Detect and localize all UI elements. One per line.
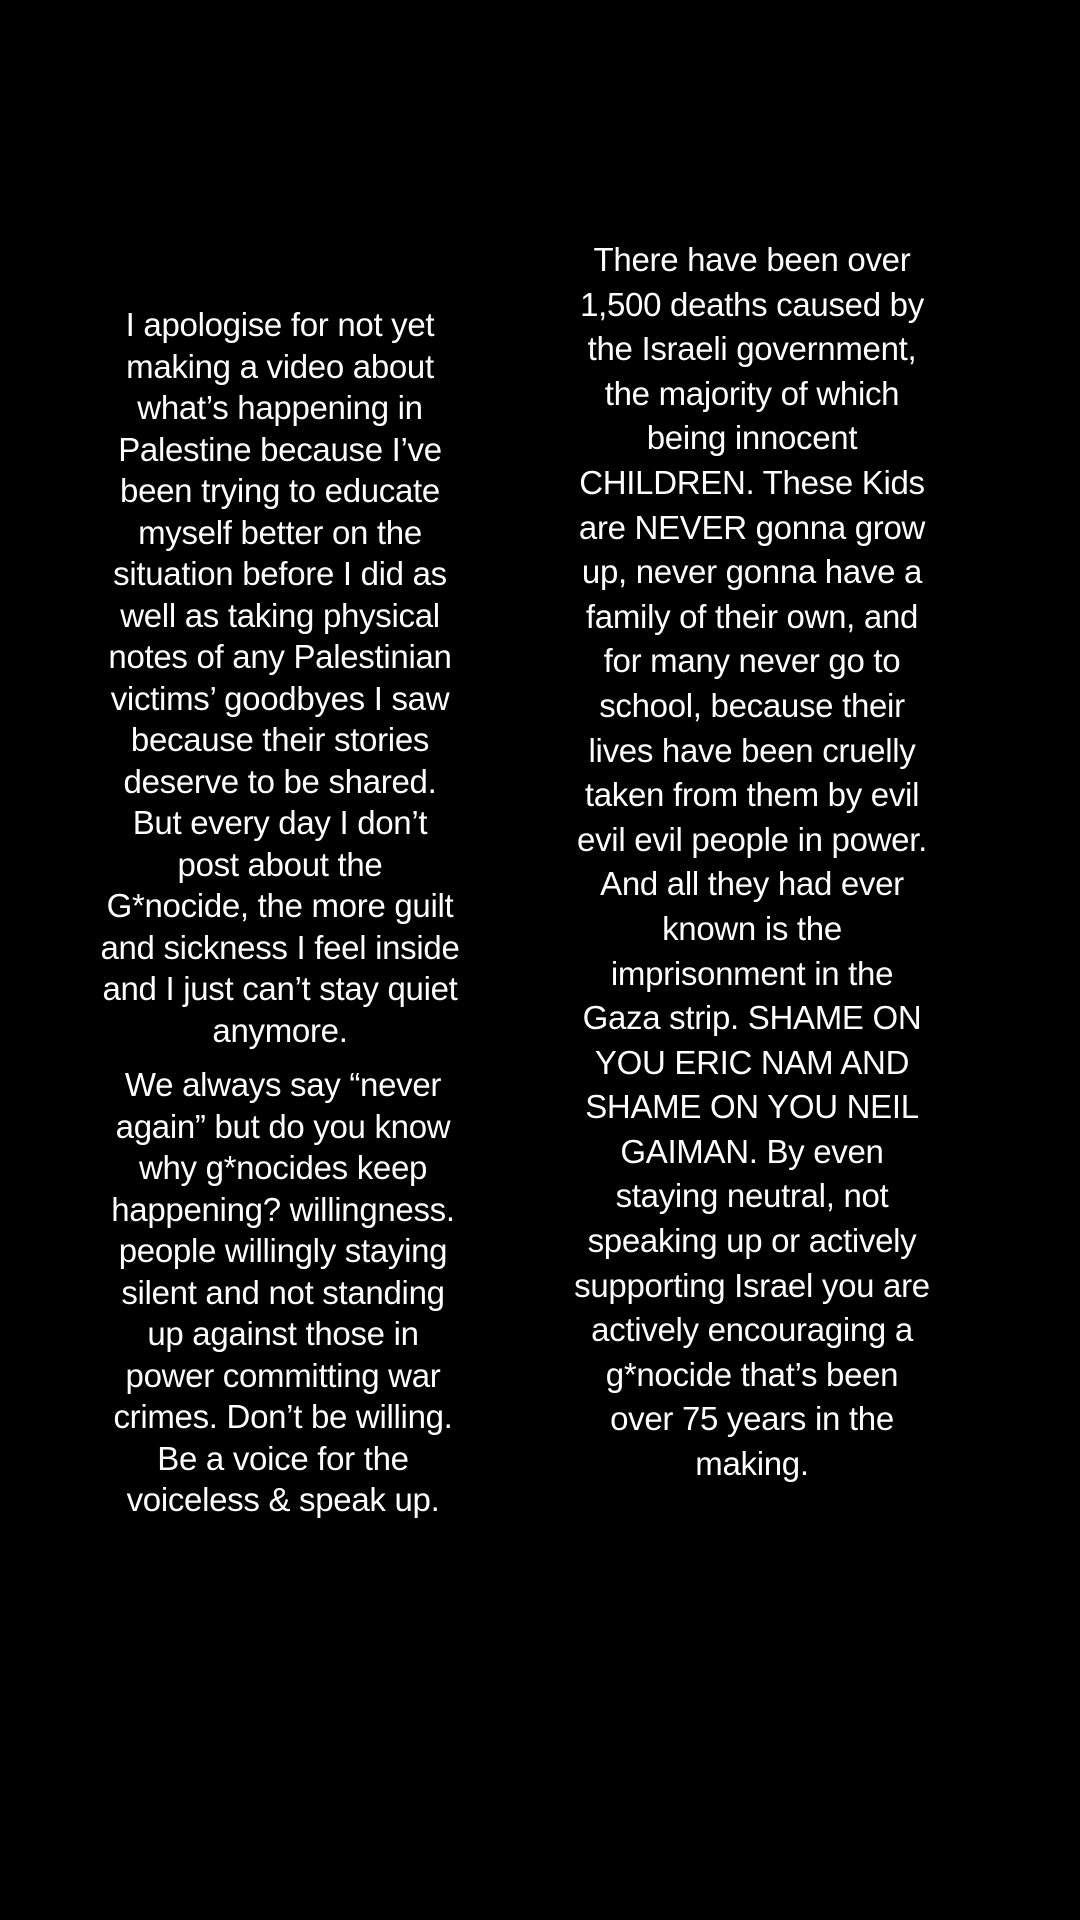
left-column-paragraph-1: I apologise for not yet making a video about what’s happening in Palestine because I’ve been trying to educate myself better on the situation before I did as well as taking physical notes of any Palestinian victims’ goodbyes I saw because their stories deserve to be shared. But every day I don’t post about the G*nocide, the more guilt and sickness I feel inside and I just can’t stay quiet anymore. <box>100 306 460 1049</box>
left-column-paragraph-2: We always say “never again” but do you know why g*nocides keep happening? willingness. people willingly staying silent and not standing up against those in power committing war crimes. Don’t be willing. Be a voice for the voiceless & speak up. <box>111 1066 455 1518</box>
right-column-paragraph-1: There have been over 1,500 deaths caused by the Israeli government, the majority of which being innocent CHILDREN. These Kids are NEVER gonna grow up, never gonna have a family of their own, and for many never go to school, because their lives have been cruelly taken from them by evil evil evil people in power. And all they had ever known is the imprisonment in the Gaza strip. SHAME ON YOU ERIC NAM AND SHAME ON YOU NEIL GAIMAN. By even staying neutral, not speaking up or actively supporting Israel you are actively encouraging a g*nocide that’s been over 75 years in the making. <box>574 241 930 1483</box>
